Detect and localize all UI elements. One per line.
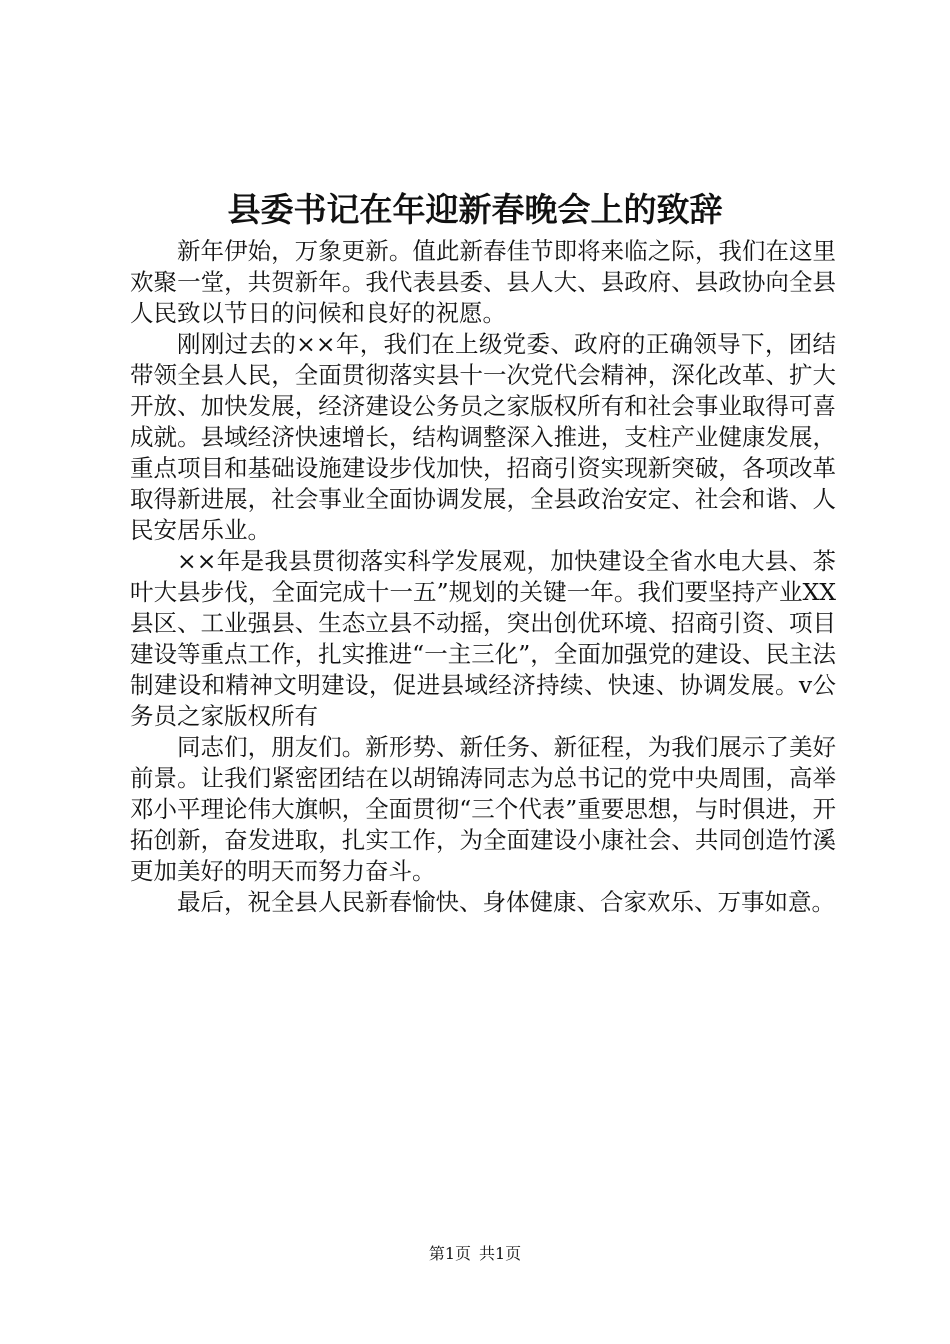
document-title: 县委书记在年迎新春晚会上的致辞 [227, 190, 723, 229]
page-number-total: 共1页 [479, 1244, 522, 1263]
paragraph-4: 同志们，朋友们。新形势、新任务、新征程，为我们展示了美好前景。让我们紧密团结在以胡锦涛同志为总书记的党中央周围，高举邓小平理论伟大旗帜，全面贯彻“三个代表”重要思想，与时俱进，开拓创新，奋发进取，扎实工作，为全面建设小康社会、共同创造竹溪更加美好的明天而努力奋斗。 [130, 733, 836, 885]
page-number-current: 第1页 [428, 1244, 471, 1263]
paragraph-2: 刚刚过去的××年，我们在上级党委、政府的正确领导下，团结带领全县人民，全面贯彻落实县十一次党代会精神，深化改革、扩大开放、加快发展，经济建设公务员之家版权所有和社会事业取得可喜成就。县域经济快速增长，结构调整深入推进，支柱产业健康发展，重点项目和基础设施建设步伐加快，招商引资实现新突破，各项改革取得新进展，社会事业全面协调发展，全县政治安定、社会和谐、人民安居乐业。 [130, 330, 836, 544]
paragraph-3: ××年是我县贯彻落实科学发展观，加快建设全省水电大县、茶叶大县步伐，全面完成十一五”规划的关键一年。我们要坚持产业XX县区、工业强县、生态立县不动摇，突出创优环境、招商引资、项目建设等重点工作，扎实推进“一主三化”，全面加强党的建设、民主法制建设和精神文明建设，促进县域经济持续、快速、协调发展。v公务员之家版权所有 [130, 547, 836, 730]
paragraph-1: 新年伊始，万象更新。值此新春佳节即将来临之际，我们在这里欢聚一堂，共贺新年。我代表县委、县人大、县政府、县政协向全县人民致以节日的问候和良好的祝愿。 [130, 237, 836, 327]
paragraph-5: 最后，祝全县人民新春愉快、身体健康、合家欢乐、万事如意。 [177, 888, 835, 916]
document-body [130, 236, 836, 918]
page-footer [0, 1243, 950, 1265]
